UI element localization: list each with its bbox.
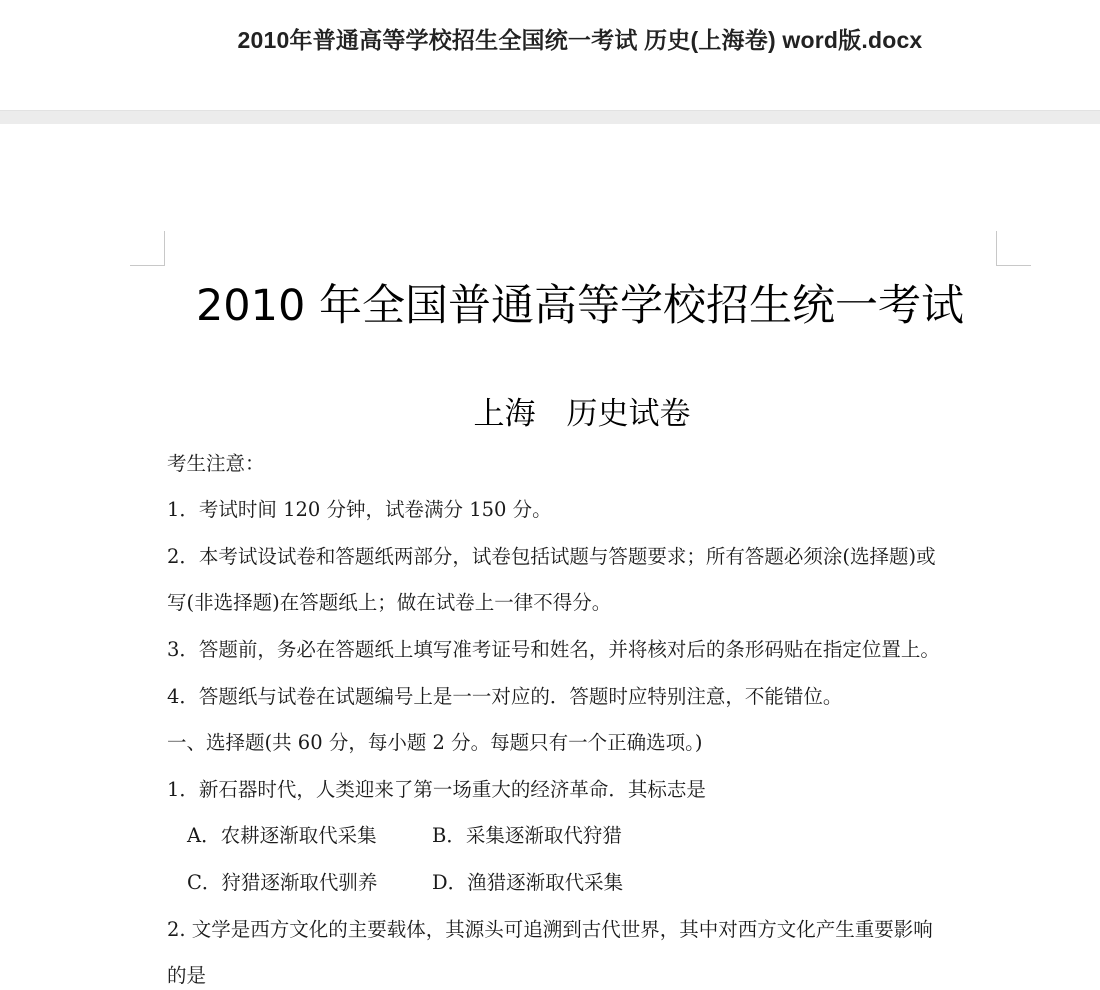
document-title: 2010 年全国普通高等学校招生统一考试 xyxy=(195,281,965,331)
margin-corner-top-left xyxy=(130,231,165,266)
document-page[interactable] xyxy=(0,124,1100,990)
document-subtitle: 上海 历史试卷 xyxy=(473,396,691,432)
title-bar xyxy=(0,0,1100,110)
notice-heading: 考生注意： xyxy=(167,452,265,475)
file-title: 2010年普通高等学校招生全国统一考试 历史(上海卷) word版.docx xyxy=(237,27,923,53)
margin-corner-top-right xyxy=(996,231,1031,266)
question-stem-continued: 的是 xyxy=(167,964,207,987)
question-option: B．采集逐渐取代狩猎 xyxy=(432,824,622,847)
notice-item: 4．答题纸与试卷在试题编号上是一一对应的．答题时应特别注意，不能错位。 xyxy=(167,685,843,708)
question-option: A．农耕逐渐取代采集 xyxy=(187,824,377,847)
notice-item: 1．考试时间 120 分钟，试卷满分 150 分。 xyxy=(167,498,552,521)
section-heading: 一、选择题(共 60 分，每小题 2 分。每题只有一个正确选项。) xyxy=(167,731,703,754)
question-stem: 2. 文学是西方文化的主要载体，其源头可追溯到古代世界，其中对西方文化产生重要影响 xyxy=(167,918,933,941)
page-gap xyxy=(0,110,1100,125)
notice-item: 写(非选择题)在答题纸上；做在试卷上一律不得分。 xyxy=(167,591,612,614)
notice-item: 2．本考试设试卷和答题纸两部分，试卷包括试题与答题要求；所有答题必须涂(选择题)或 xyxy=(167,545,936,568)
question-stem: 1．新石器时代，人类迎来了第一场重大的经济革命．其标志是 xyxy=(167,778,706,801)
question-option: D．渔猎逐渐取代采集 xyxy=(432,871,624,894)
question-option: C．狩猎逐渐取代驯养 xyxy=(187,871,378,894)
notice-item: 3．答题前，务必在答题纸上填写准考证号和姓名，并将核对后的条形码贴在指定位置上。 xyxy=(167,638,940,661)
